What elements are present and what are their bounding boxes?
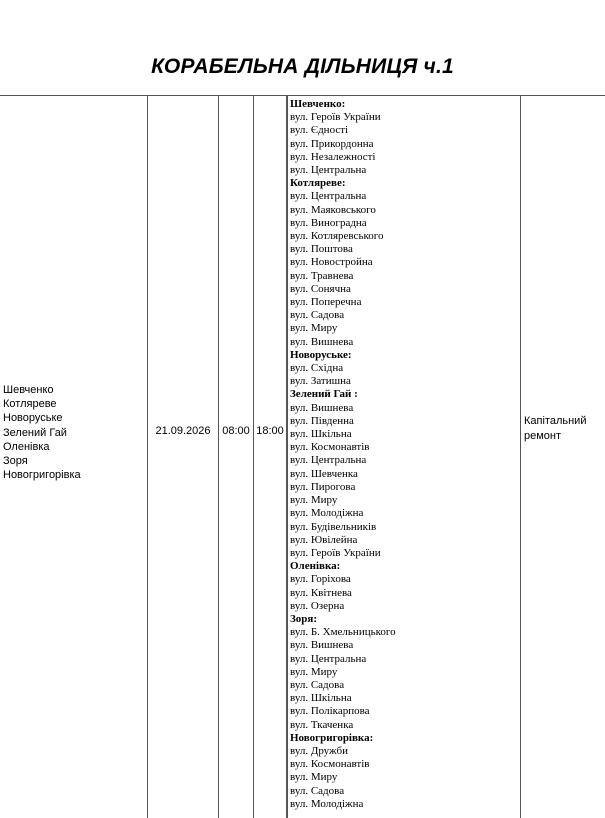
settlement-heading: Новоруське:: [290, 348, 352, 361]
village-name: Новоруське: [3, 412, 63, 425]
settlement-heading: Шевченко:: [290, 98, 346, 110]
settlement-heading: Зелений Гай :: [290, 388, 358, 401]
street-name: вул. Єдності: [290, 124, 349, 137]
column-divider: [520, 95, 521, 818]
street-name: вул. Космонавтів: [290, 441, 370, 454]
streets-cell: [290, 98, 518, 811]
column-divider: [287, 95, 288, 818]
street-name: вул. Затишна: [290, 375, 351, 388]
street-name: вул. Пирогова: [290, 480, 356, 493]
village-name: Зелений Гай: [3, 426, 67, 439]
street-name: вул. Шкільна: [290, 692, 352, 705]
street-name: вул. Східна: [290, 362, 344, 375]
table-top-border: [0, 95, 605, 96]
page-title: КОРАБЕЛЬНА ДІЛЬНИЦЯ ч.1: [151, 55, 454, 78]
street-name: вул. Незалежності: [290, 150, 376, 163]
street-name: вул. Поперечна: [290, 296, 362, 309]
outage-reason: Капітальний ремонт: [524, 415, 587, 442]
village-name: Зоря: [3, 455, 28, 468]
street-name: вул. Молодіжна: [290, 507, 364, 520]
villages-cell: [3, 383, 143, 482]
street-name: вул. Молодіжна: [290, 797, 364, 810]
outage-end-time: 18:00: [256, 425, 284, 437]
street-name: вул. Шевченка: [290, 467, 358, 480]
street-name: вул. Вишнева: [290, 335, 354, 348]
street-name: вул. Миру: [290, 494, 338, 507]
street-name: вул. Ювілейна: [290, 533, 358, 546]
street-name: вул. Героїв України: [290, 546, 381, 559]
street-name: вул. Вишнева: [290, 639, 354, 652]
street-name: вул. Будівельників: [290, 520, 377, 533]
street-name: вул. Б. Хмельницького: [290, 626, 396, 639]
column-divider: [218, 95, 219, 818]
street-name: вул. Прикордонна: [290, 137, 374, 150]
street-name: вул. Центральна: [290, 164, 367, 177]
village-name: Новогригорівка: [3, 469, 81, 482]
street-name: вул. Центральна: [290, 454, 367, 467]
street-name: вул. Шкільна: [290, 428, 352, 441]
street-name: вул. Садова: [290, 784, 345, 797]
street-name: вул. Травнева: [290, 269, 354, 282]
village-name: Котляреве: [3, 398, 57, 411]
settlement-heading: Оленівка:: [290, 560, 341, 573]
street-name: вул. Сонячна: [290, 282, 351, 295]
street-name: вул. Миру: [290, 665, 338, 678]
street-name: вул. Вишнева: [290, 401, 354, 414]
street-name: вул. Новостройна: [290, 256, 373, 269]
street-name: вул. Котляревського: [290, 230, 384, 243]
street-name: вул. Героїв України: [290, 111, 381, 124]
street-name: вул. Садова: [290, 678, 345, 691]
street-name: вул. Озерна: [290, 599, 345, 612]
settlement-heading: Зоря:: [290, 612, 318, 625]
street-name: вул. Дружби: [290, 744, 348, 757]
street-name: вул. Виноградна: [290, 216, 367, 229]
village-name: Шевченко: [3, 384, 54, 396]
outage-date: 21.09.2026: [155, 425, 211, 437]
street-name: вул. Миру: [290, 771, 338, 784]
column-divider: [253, 95, 254, 818]
street-name: вул. Південна: [290, 414, 354, 427]
street-name: вул. Поштова: [290, 243, 353, 256]
street-name: вул. Центральна: [290, 652, 367, 665]
village-name: Оленівка: [3, 440, 50, 453]
column-divider: [147, 95, 148, 818]
settlement-heading: Котляреве:: [290, 177, 346, 190]
street-name: вул. Полікарпова: [290, 705, 370, 718]
street-name: вул. Миру: [290, 322, 338, 335]
street-name: вул. Ткаченка: [290, 718, 354, 731]
outage-start-time: 08:00: [222, 425, 250, 437]
street-name: вул. Космонавтів: [290, 758, 370, 771]
settlement-heading: Новогригорівка:: [290, 731, 374, 744]
schedule-table: [0, 95, 605, 818]
street-name: вул. Маяковського: [290, 203, 376, 216]
street-name: вул. Садова: [290, 309, 345, 322]
street-name: вул. Горіхова: [290, 573, 351, 586]
street-name: вул. Квітнева: [290, 586, 352, 599]
street-name: вул. Центральна: [290, 190, 367, 203]
